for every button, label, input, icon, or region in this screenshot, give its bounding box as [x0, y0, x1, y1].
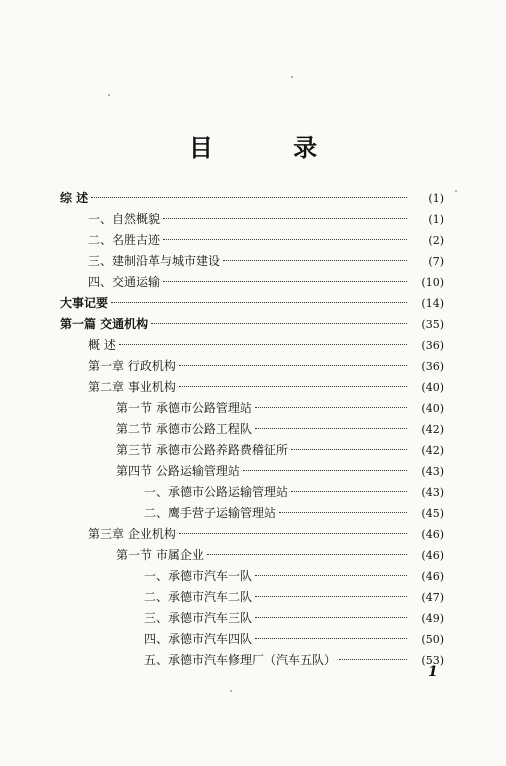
- scan-speck: [455, 190, 457, 192]
- toc-entry-label: 二、名胜古迹: [88, 233, 161, 247]
- toc-entry: [144, 566, 444, 586]
- dot-leader: [111, 302, 407, 303]
- toc-entry: [60, 314, 444, 334]
- dot-leader: [279, 512, 407, 513]
- toc-entry: [116, 419, 444, 439]
- toc-entry: [116, 461, 444, 481]
- dot-leader: [339, 659, 407, 660]
- toc-entry-label: 第二节 承德市公路工程队: [116, 422, 252, 436]
- toc-entry: [116, 398, 444, 418]
- dot-leader: [179, 386, 407, 387]
- dot-leader: [163, 239, 407, 240]
- dot-leader: [291, 449, 407, 450]
- toc-entry: [144, 629, 444, 649]
- toc-entry-page: (46): [421, 570, 444, 583]
- dot-leader: [255, 596, 407, 597]
- toc-entry-label: 第一篇 交通机构: [60, 317, 149, 331]
- toc-entry: [144, 608, 444, 628]
- dot-leader: [91, 197, 407, 198]
- toc-entry-label: 一、承德市汽车一队: [144, 569, 253, 583]
- toc-entry-page: (10): [421, 276, 444, 289]
- toc-entry-page: (46): [421, 549, 444, 562]
- toc-entry-label: 大事记要: [60, 296, 109, 310]
- toc-entry: [88, 209, 444, 229]
- dot-leader: [255, 617, 407, 618]
- toc-entry: [60, 293, 444, 313]
- dot-leader: [223, 260, 407, 261]
- toc-entry-label: 二、鹰手营子运输管理站: [144, 506, 277, 520]
- toc-entry-label: 第二章 事业机构: [88, 380, 176, 394]
- toc-entry: [88, 335, 444, 355]
- toc-entry-page: (42): [421, 423, 444, 436]
- toc-entry-label: 五、承德市汽车修理厂（汽车五队）: [144, 653, 337, 667]
- toc-entry-label: 综 述: [60, 191, 89, 205]
- toc-entry-page: (1): [428, 192, 444, 205]
- toc-entry: [116, 440, 444, 460]
- toc-entry: [144, 503, 444, 523]
- toc-entry-label: 一、承德市公路运输管理站: [144, 485, 289, 499]
- dot-leader: [119, 344, 407, 345]
- toc-entry-label: 三、承德市汽车三队: [144, 611, 253, 625]
- toc-entry-page: (46): [421, 528, 444, 541]
- toc-entry-label: 第一章 行政机构: [88, 359, 176, 373]
- dot-leader: [243, 470, 407, 471]
- dot-leader: [163, 218, 407, 219]
- scan-speck: [108, 94, 110, 96]
- toc-entry-label: 一、自然概貌: [88, 212, 161, 226]
- toc-entry-page: (36): [421, 339, 444, 352]
- toc-entry-page: (14): [421, 297, 444, 310]
- dot-leader: [255, 638, 407, 639]
- dot-leader: [255, 575, 407, 576]
- dot-leader: [179, 365, 407, 366]
- dot-leader: [207, 554, 407, 555]
- dot-leader: [179, 533, 407, 534]
- toc-entry-label: 第四节 公路运输管理站: [116, 464, 240, 478]
- toc-entry-page: (43): [421, 465, 444, 478]
- dot-leader: [255, 407, 407, 408]
- toc-entry-page: (1): [428, 213, 444, 226]
- toc-entry: [88, 377, 444, 397]
- toc-entry-page: (40): [421, 402, 444, 415]
- toc-entry-page: (36): [421, 360, 444, 373]
- toc-entry-label: 四、承德市汽车四队: [144, 632, 253, 646]
- toc-entry: [88, 230, 444, 250]
- toc-entry-label: 四、交通运输: [88, 275, 161, 289]
- toc-entry-label: 第三章 企业机构: [88, 527, 176, 541]
- toc-entry-page: (2): [428, 234, 444, 247]
- toc-entry: [88, 356, 444, 376]
- toc-entry: [88, 524, 444, 544]
- toc-entry: [60, 188, 444, 208]
- toc-entry-page: (49): [421, 612, 444, 625]
- toc-entry: [88, 251, 444, 271]
- toc-entry: [144, 587, 444, 607]
- scan-speck: [230, 690, 232, 692]
- scan-speck: [291, 76, 293, 78]
- toc-entry-label: 第一节 市属企业: [116, 548, 204, 562]
- toc-entry-page: (35): [421, 318, 444, 331]
- toc-entry-page: (7): [428, 255, 444, 268]
- toc-entry-label: 概 述: [88, 338, 116, 352]
- toc-entry-label: 三、建制沿革与城市建设: [88, 254, 221, 268]
- dot-leader: [291, 491, 407, 492]
- dot-leader: [255, 428, 407, 429]
- toc-entry-page: (47): [421, 591, 444, 604]
- toc-entry-page: (53): [421, 654, 444, 667]
- toc-entry-label: 第一节 承德市公路管理站: [116, 401, 252, 415]
- table-of-contents: [0, 188, 506, 667]
- dot-leader: [151, 323, 407, 324]
- footer-page-number: 1: [428, 664, 438, 680]
- toc-entry-page: (43): [421, 486, 444, 499]
- toc-entry: [88, 272, 444, 292]
- toc-entry: [144, 650, 444, 670]
- toc-entry-page: (40): [421, 381, 444, 394]
- toc-entry: [116, 545, 444, 565]
- toc-entry-page: (50): [421, 633, 444, 646]
- toc-entry-label: 二、承德市汽车二队: [144, 590, 253, 604]
- toc-entry: [144, 482, 444, 502]
- toc-entry-page: (42): [421, 444, 444, 457]
- dot-leader: [163, 281, 407, 282]
- toc-entry-label: 第三节 承德市公路养路费稽征所: [116, 443, 288, 457]
- toc-entry-page: (45): [421, 507, 444, 520]
- page-title: 目 录: [188, 134, 354, 162]
